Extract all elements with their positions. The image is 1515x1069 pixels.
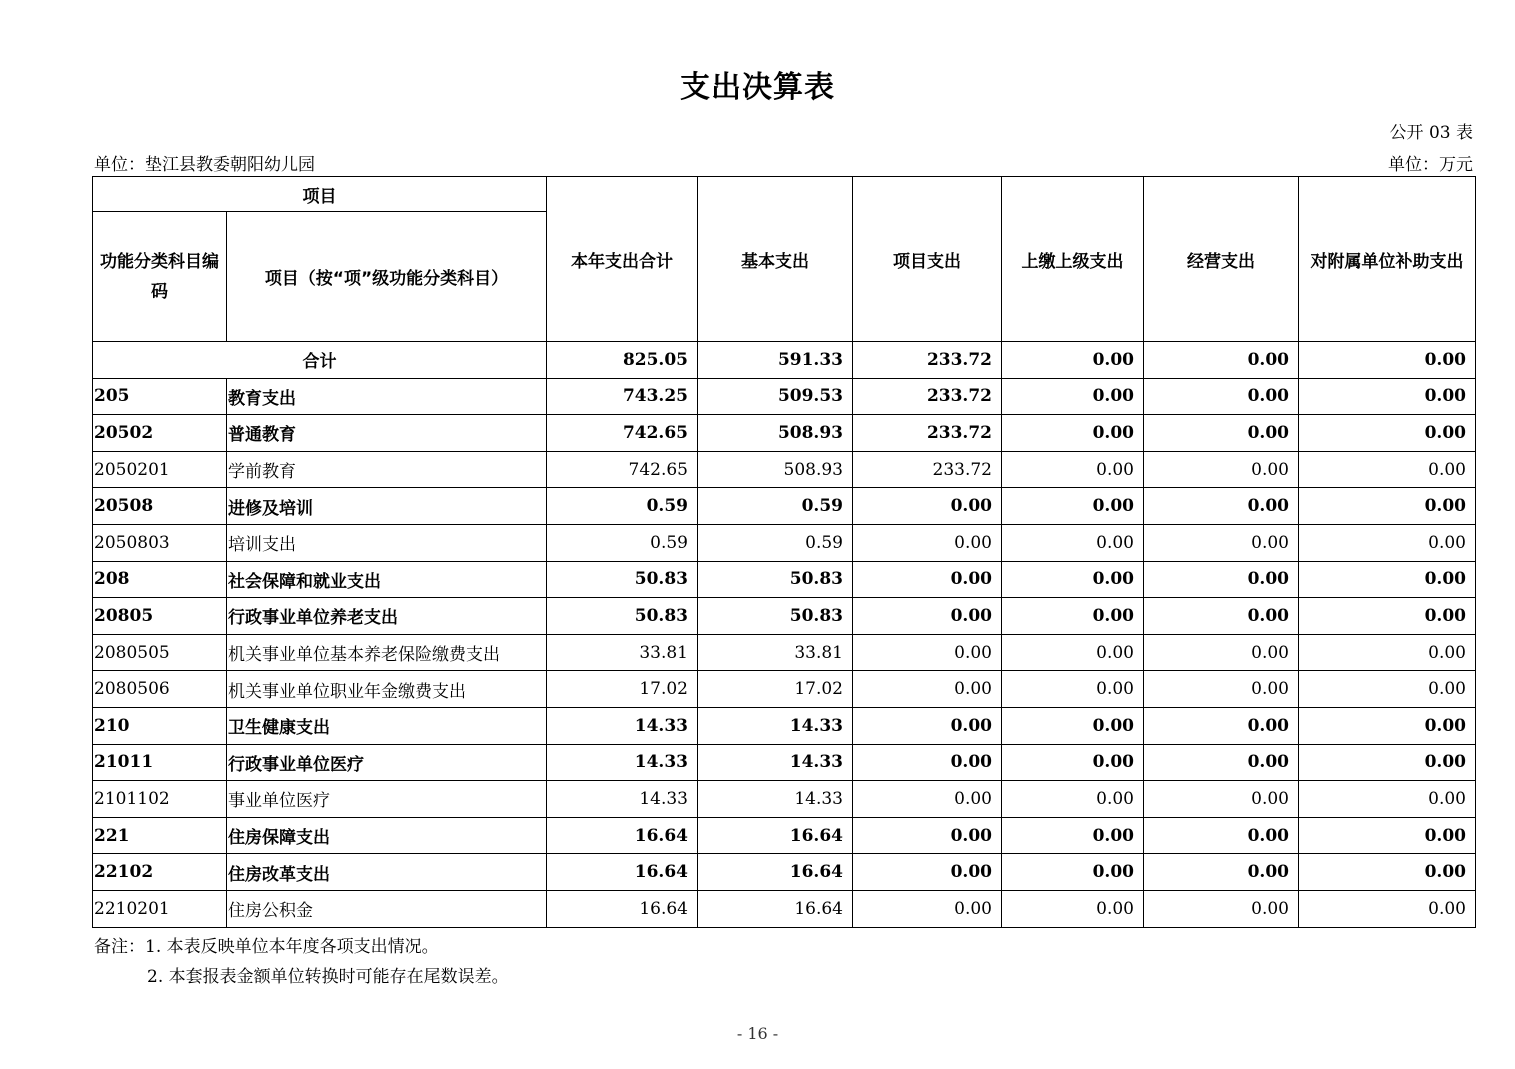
table-row [93,890,1476,927]
amount-cell: 0.00 [1299,671,1476,708]
amount-cell: 0.00 [1002,890,1144,927]
subject-code: 221 [93,817,227,854]
amount-cell: 0.00 [1299,890,1476,927]
subject-code: 208 [93,561,227,598]
total-cell: 0.00 [1144,342,1299,379]
amount-cell: 0.00 [1144,378,1299,415]
amount-cell: 508.93 [698,451,853,488]
header-code: 功能分类科目编码 [93,212,227,342]
subject-name: 进修及培训 [227,488,547,525]
amount-cell: 14.33 [698,707,853,744]
amount-cell: 50.83 [547,561,698,598]
amount-cell: 0.00 [1002,524,1144,561]
subject-name: 学前教育 [227,451,547,488]
amount-cell: 0.00 [1002,378,1144,415]
table-row [93,488,1476,525]
total-cell: 825.05 [547,342,698,379]
amount-cell: 233.72 [853,415,1002,452]
total-label: 合计 [93,342,547,379]
notes [94,932,509,992]
amount-cell: 0.00 [1002,744,1144,781]
amount-cell: 0.59 [698,488,853,525]
amount-cell: 0.00 [1144,781,1299,818]
amount-cell: 0.00 [853,671,1002,708]
subject-code: 2050201 [93,451,227,488]
amount-cell: 14.33 [698,744,853,781]
amount-cell: 14.33 [547,744,698,781]
amount-cell: 0.00 [1299,854,1476,891]
amount-cell: 0.00 [1002,781,1144,818]
total-cell: 0.00 [1002,342,1144,379]
header-upper-payment: 上缴上级支出 [1002,177,1144,342]
amount-cell: 14.33 [547,781,698,818]
amount-cell: 0.00 [853,854,1002,891]
header-business: 经营支出 [1144,177,1299,342]
subject-code: 21011 [93,744,227,781]
amount-cell: 0.00 [1002,488,1144,525]
total-cell: 0.00 [1299,342,1476,379]
subject-code: 20502 [93,415,227,452]
amount-cell: 509.53 [698,378,853,415]
note-line: 备注：1. 本表反映单位本年度各项支出情况。 [94,937,439,957]
amount-cell: 233.72 [853,378,1002,415]
table-row [93,598,1476,635]
table-row [93,671,1476,708]
amount-cell: 0.00 [1002,817,1144,854]
amount-cell: 0.00 [853,817,1002,854]
amount-cell: 0.00 [1144,671,1299,708]
amount-cell: 0.00 [853,744,1002,781]
amount-cell: 0.00 [853,781,1002,818]
table-row [93,524,1476,561]
amount-cell: 0.00 [1002,561,1144,598]
amount-cell: 508.93 [698,415,853,452]
amount-cell: 0.00 [1144,634,1299,671]
subject-code: 22102 [93,854,227,891]
page-title: 支出决算表 [680,70,835,105]
table-row [93,854,1476,891]
table-row [93,451,1476,488]
subject-code: 205 [93,378,227,415]
table-row [93,634,1476,671]
amount-cell: 0.59 [547,488,698,525]
unit-name: 单位：垫江县教委朝阳幼儿园 [94,155,315,175]
amount-cell: 17.02 [698,671,853,708]
header-basic: 基本支出 [698,177,853,342]
amount-cell: 0.00 [1299,415,1476,452]
amount-cell: 0.00 [1144,817,1299,854]
subject-code: 2210201 [93,890,227,927]
amount-cell: 50.83 [698,598,853,635]
amount-cell: 233.72 [853,451,1002,488]
amount-cell: 0.00 [1002,598,1144,635]
amount-cell: 0.00 [853,524,1002,561]
amount-cell: 0.00 [1299,817,1476,854]
amount-cell: 0.00 [1144,488,1299,525]
subject-name: 卫生健康支出 [227,707,547,744]
subject-code: 20805 [93,598,227,635]
subject-name: 行政事业单位医疗 [227,744,547,781]
amount-cell: 16.64 [547,890,698,927]
subject-code: 210 [93,707,227,744]
subject-name: 机关事业单位职业年金缴费支出 [227,671,547,708]
amount-cell: 0.00 [1144,598,1299,635]
table-row [93,781,1476,818]
subject-name: 培训支出 [227,524,547,561]
amount-cell: 16.64 [698,890,853,927]
amount-cell: 0.00 [1002,451,1144,488]
subject-code: 2050803 [93,524,227,561]
subject-code: 20508 [93,488,227,525]
header-name: 项目（按“项”级功能分类科目） [227,212,547,342]
total-cell: 591.33 [698,342,853,379]
amount-cell: 0.00 [1299,707,1476,744]
subject-name: 事业单位医疗 [227,781,547,818]
header-project-expense: 项目支出 [853,177,1002,342]
amount-cell: 0.00 [1144,890,1299,927]
amount-cell: 742.65 [547,451,698,488]
amount-cell: 0.00 [1299,378,1476,415]
subject-code: 2080505 [93,634,227,671]
amount-cell: 0.00 [1144,451,1299,488]
table-row [93,561,1476,598]
subject-code: 2101102 [93,781,227,818]
total-cell: 233.72 [853,342,1002,379]
table-row [93,415,1476,452]
amount-cell: 16.64 [547,817,698,854]
amount-cell: 0.59 [547,524,698,561]
subject-name: 机关事业单位基本养老保险缴费支出 [227,634,547,671]
page-number: - 16 - [736,1024,779,1043]
amount-cell: 0.00 [1144,707,1299,744]
header-total: 本年支出合计 [547,177,698,342]
table-row [93,744,1476,781]
amount-cell: 0.00 [1299,451,1476,488]
subject-name: 住房改革支出 [227,854,547,891]
amount-cell: 0.00 [1002,415,1144,452]
amount-cell: 0.00 [1144,561,1299,598]
amount-cell: 16.64 [698,817,853,854]
expenditure-table [92,176,1476,928]
amount-cell: 33.81 [698,634,853,671]
table-row [93,817,1476,854]
note-line: 2. 本套报表金额单位转换时可能存在尾数误差。 [147,967,509,987]
total-row [93,342,1476,379]
subject-code: 2080506 [93,671,227,708]
subject-name: 普通教育 [227,415,547,452]
amount-cell: 0.00 [1299,598,1476,635]
amount-cell: 742.65 [547,415,698,452]
amount-cell: 0.00 [1002,854,1144,891]
subject-name: 住房公积金 [227,890,547,927]
amount-cell: 0.00 [1144,744,1299,781]
amount-cell: 50.83 [698,561,853,598]
amount-cell: 0.00 [1299,634,1476,671]
amount-cell: 0.00 [1299,524,1476,561]
subject-name: 社会保障和就业支出 [227,561,547,598]
amount-cell: 0.00 [853,598,1002,635]
table-row [93,707,1476,744]
amount-cell: 0.00 [1002,671,1144,708]
amount-cell: 50.83 [547,598,698,635]
amount-cell: 14.33 [698,781,853,818]
amount-cell: 0.00 [853,890,1002,927]
currency-unit: 单位：万元 [1388,155,1473,175]
amount-cell: 0.00 [1002,707,1144,744]
header-project: 项目 [93,177,547,212]
amount-cell: 0.59 [698,524,853,561]
amount-cell: 14.33 [547,707,698,744]
table-row [93,378,1476,415]
amount-cell: 0.00 [853,707,1002,744]
amount-cell: 0.00 [1144,415,1299,452]
amount-cell: 17.02 [547,671,698,708]
amount-cell: 0.00 [853,561,1002,598]
amount-cell: 0.00 [1002,634,1144,671]
form-number: 公开 03 表 [1389,123,1473,143]
amount-cell: 0.00 [853,634,1002,671]
amount-cell: 16.64 [698,854,853,891]
amount-cell: 0.00 [1144,854,1299,891]
amount-cell: 743.25 [547,378,698,415]
subject-name: 行政事业单位养老支出 [227,598,547,635]
amount-cell: 0.00 [1299,744,1476,781]
amount-cell: 0.00 [1299,488,1476,525]
amount-cell: 16.64 [547,854,698,891]
amount-cell: 0.00 [853,488,1002,525]
header-subsidy: 对附属单位补助支出 [1299,177,1476,342]
amount-cell: 0.00 [1299,561,1476,598]
amount-cell: 0.00 [1299,781,1476,818]
amount-cell: 0.00 [1144,524,1299,561]
amount-cell: 33.81 [547,634,698,671]
subject-name: 教育支出 [227,378,547,415]
subject-name: 住房保障支出 [227,817,547,854]
